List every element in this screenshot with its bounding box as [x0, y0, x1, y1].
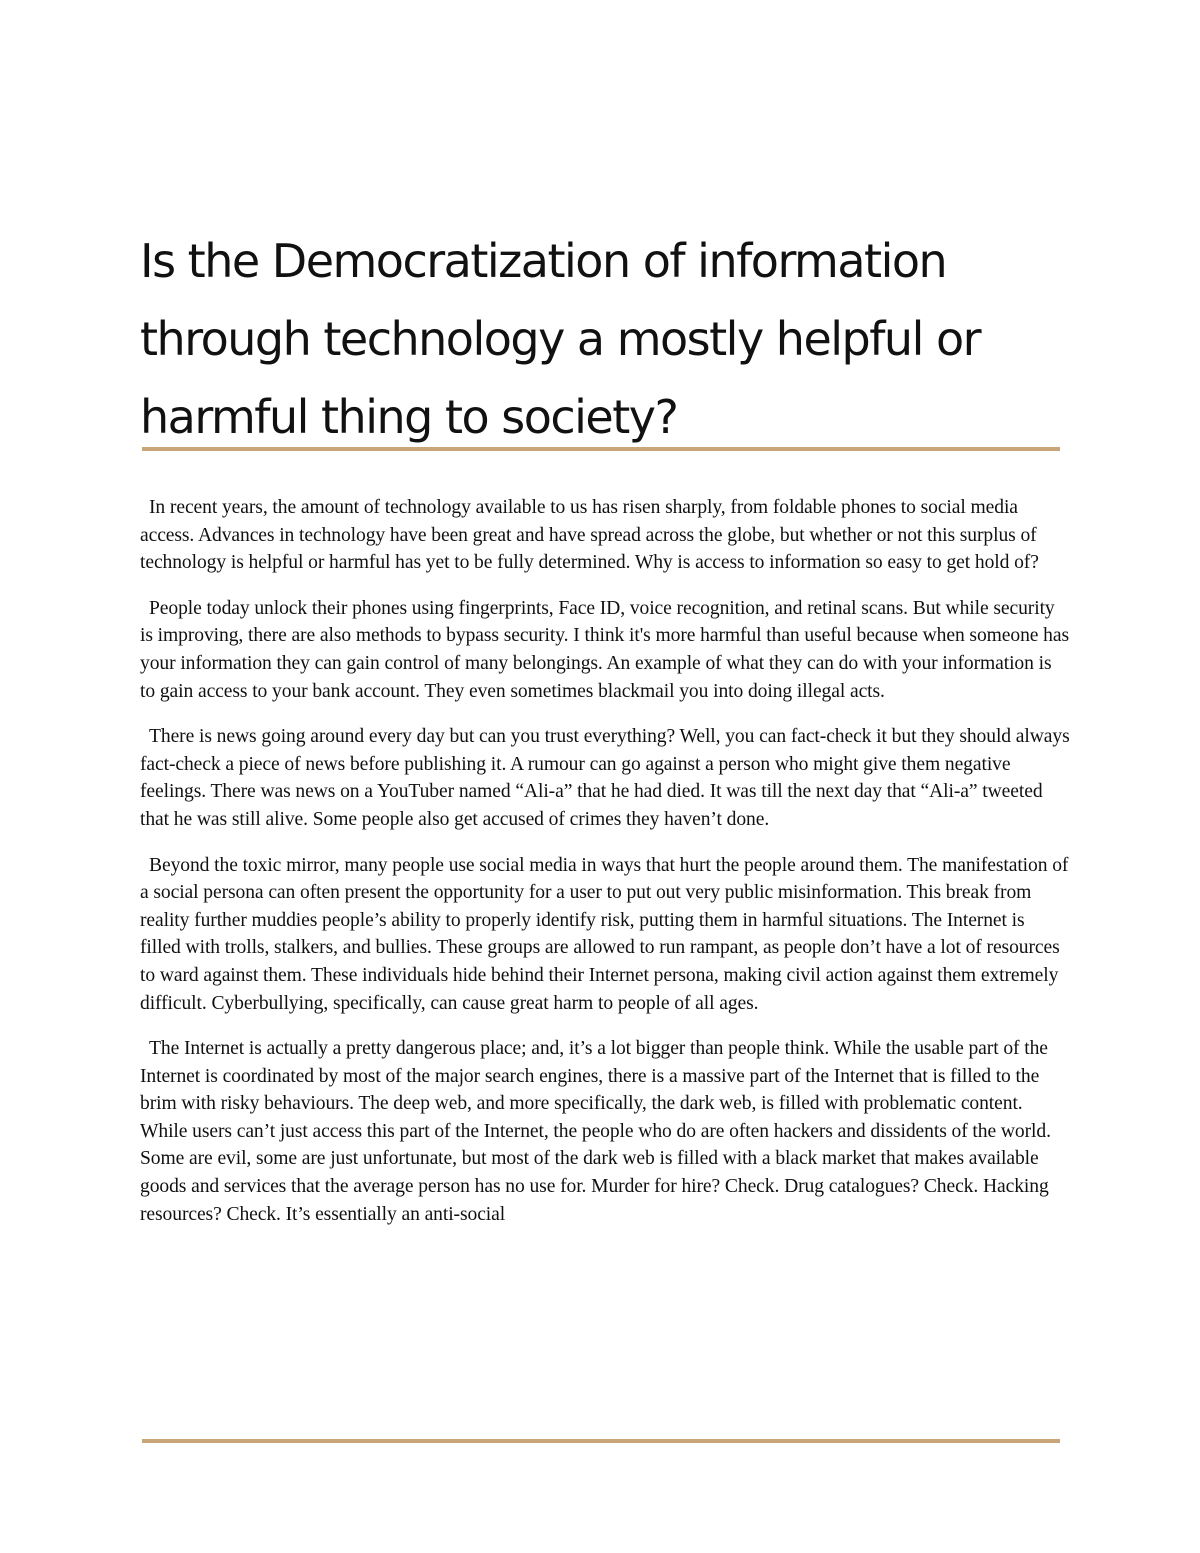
paragraph-5: The Internet is actually a pretty dangerous place; and, it’s a lot bigger than people think. While the usable part of the Internet is coordinated by most of the major search engines, there is a massive part of the Internet that is filled to the brim with risky behaviours. The deep web, and more specifically, the dark web, is filled with problematic content. While users can’t just access this part of the Internet, the people who do are often hackers and dissidents of the world. Some are evil, some are just unfortunate, but most of the dark web is filled with a black market that makes available goods and services that the average person has no use for. Murder for hire? Check. Drug catalogues? Check. Hacking resources? Check. It’s essentially an anti-social [140, 1038, 1051, 1225]
paragraph-2: People today unlock their phones using fingerprints, Face ID, voice recognition, and retinal scans. But while security is improving, there are also methods to bypass security. I think it's more harmful than useful because when someone has your information they can gain control of many belongings. An example of what they can do with your information is to gain access to your bank account. They even sometimes blackmail you into doing illegal acts. [140, 597, 1070, 702]
paragraph-1: In recent years, the amount of technology available to us has risen sharply, from foldable phones to social media access. Advances in technology have been great and have spread across the globe, but whether or not this surplus of technology is helpful or harmful has yet to be fully determined. Why is access to information so easy to get hold of? [140, 497, 1039, 574]
bottom-divider [142, 1439, 1060, 1443]
page-title: Is the Democratization of information through technology a mostly helpful or harmful thing to society? [140, 234, 981, 444]
paragraph-4: Beyond the toxic mirror, many people use social media in ways that hurt the people around them. The manifestation of a social persona can often present the opportunity for a user to put out very public misinformation. This break from reality further muddies people’s ability to properly identify risk, putting them in harmful situations. The Internet is filled with trolls, stalkers, and bullies. These groups are allowed to run rampant, as people don’t have a lot of resources to ward against them. These individuals hide behind their Internet persona, making civil action against them extremely difficult. Cyberbullying, specifically, can cause great harm to people of all ages. [140, 854, 1069, 1014]
top-divider [142, 447, 1060, 451]
article-body [140, 494, 1070, 1246]
paragraph-3: There is news going around every day but can you trust everything? Well, you can fact-check it but they should always fact-check a piece of news before publishing it. A rumour can go against a person who might give them negative feelings. There was news on a YouTuber named “Ali-a” that he had died. It was till the next day that “Ali-a” tweeted that he was still alive. Some people also get accused of crimes they haven’t done. [140, 726, 1070, 830]
